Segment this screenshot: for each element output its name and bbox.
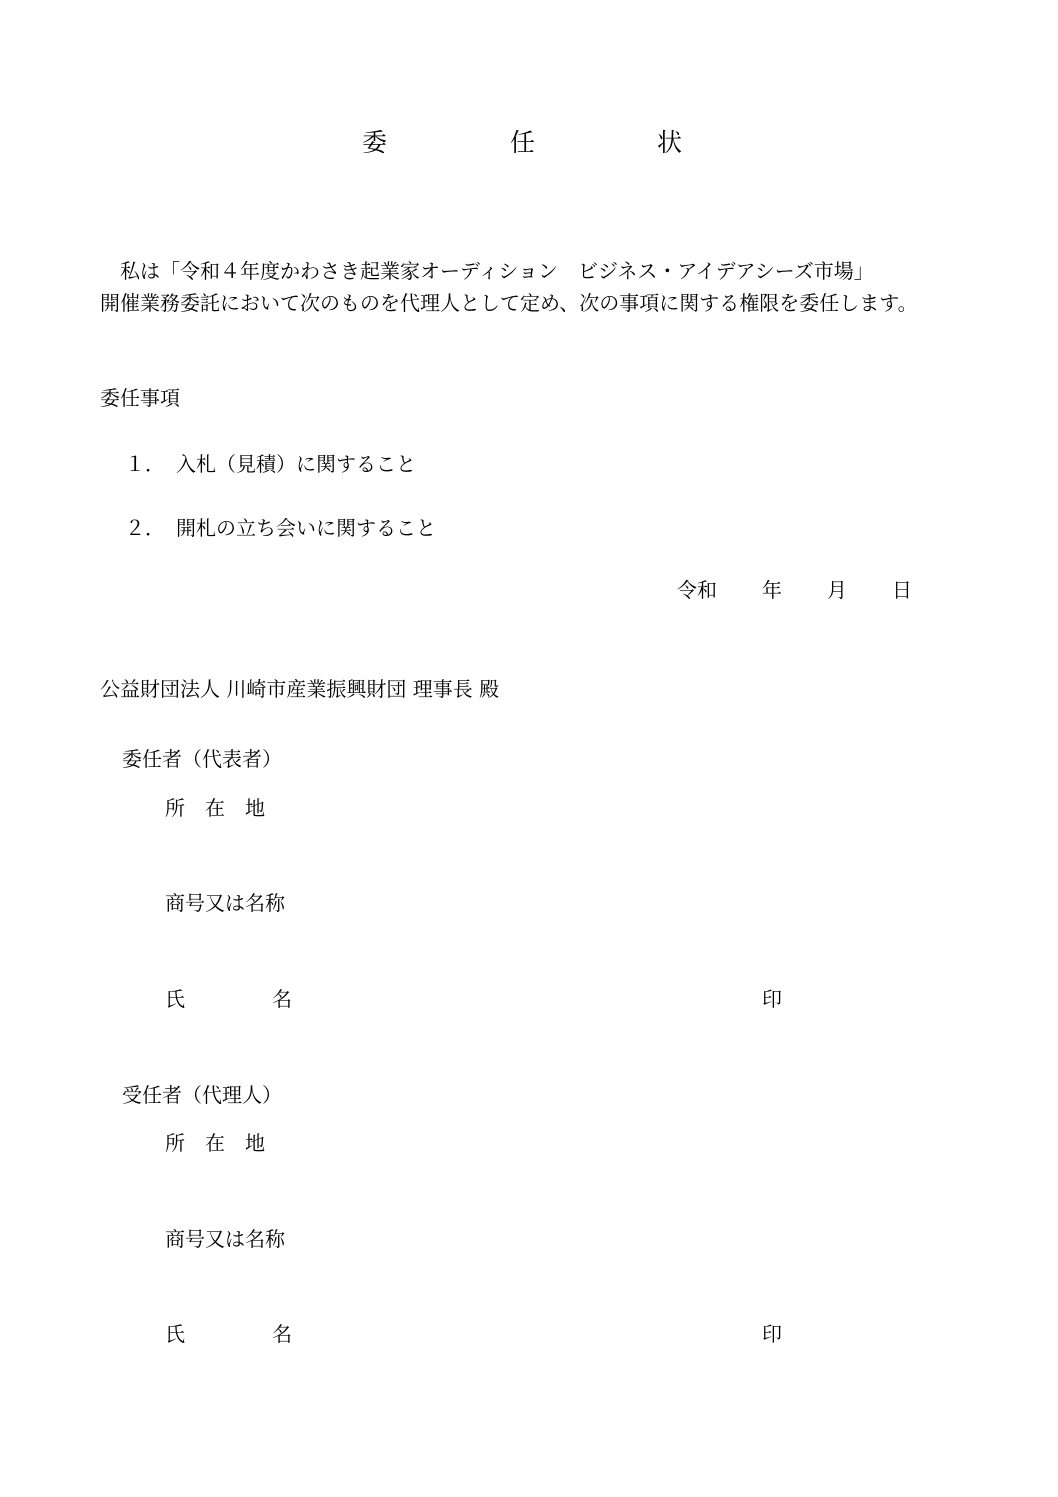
delegator-company-label: 商号又は名称 bbox=[165, 891, 285, 915]
date-day: 日 bbox=[892, 578, 912, 602]
date-era: 令和 bbox=[677, 578, 717, 602]
title-char-3: 状 bbox=[657, 128, 683, 157]
item-1-text: 入札（見積）に関すること bbox=[176, 452, 416, 476]
date-month: 月 bbox=[827, 578, 847, 602]
title-char-2: 任 bbox=[510, 128, 536, 157]
date-year: 年 bbox=[762, 578, 782, 602]
delegator-heading: 委任者（代表者） bbox=[122, 747, 282, 771]
delegatee-company-label: 商号又は名称 bbox=[165, 1227, 285, 1251]
delegatee-name-label-1: 氏 bbox=[165, 1322, 185, 1346]
delegatee-name-label-2: 名 bbox=[272, 1322, 292, 1346]
delegatee-heading: 受任者（代理人） bbox=[122, 1083, 282, 1107]
item-2-text: 開札の立ち会いに関すること bbox=[176, 516, 436, 540]
delegatee-address-label: 所 在 地 bbox=[165, 1131, 265, 1155]
delegator-address-label: 所 在 地 bbox=[165, 796, 265, 820]
item-2-number: ２． bbox=[125, 516, 165, 540]
delegator-name-label-1: 氏 bbox=[165, 987, 185, 1011]
title-char-1: 委 bbox=[362, 128, 388, 157]
delegator-seal: 印 bbox=[762, 987, 782, 1011]
intro-line-2: 開催業務委託において次のものを代理人として定め、次の事項に関する権限を委任します。 bbox=[100, 291, 918, 315]
intro-line-1: 私は「令和４年度かわさき起業家オーディション ビジネス・アイデアシーズ市場」 bbox=[120, 259, 874, 283]
addressee: 公益財団法人 川崎市産業振興財団 理事長 殿 bbox=[100, 677, 500, 701]
delegator-name-label-2: 名 bbox=[272, 987, 292, 1011]
delegatee-seal: 印 bbox=[762, 1322, 782, 1346]
section-heading: 委任事項 bbox=[100, 386, 180, 410]
item-1-number: １． bbox=[125, 452, 165, 476]
